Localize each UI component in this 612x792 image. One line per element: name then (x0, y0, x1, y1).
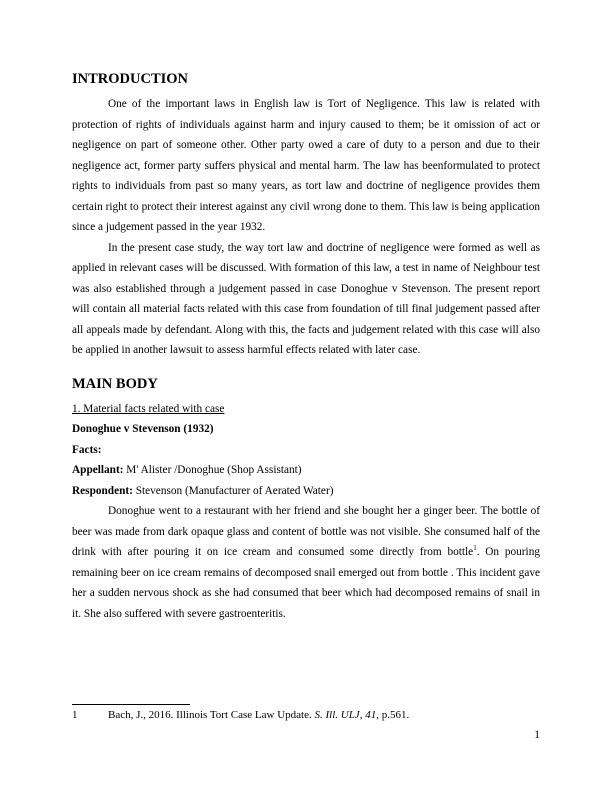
appellant-label: Appellant: (72, 464, 124, 476)
facts-paragraph (72, 501, 540, 624)
appellant-value: M' Alister /Donoghue (Shop Assistant) (123, 464, 302, 476)
footnote-number: 1 (72, 709, 78, 721)
footnote-journal: S. Ill. ULJ (314, 709, 360, 721)
footnote-volume: 41 (365, 709, 377, 721)
footnote-text-b: , (359, 709, 366, 721)
document-page (72, 70, 540, 624)
facts-label: Facts: (72, 443, 102, 456)
intro-paragraph-2: In the present case study, the way tort law and doctrine of negligence were formed as well as applied in relevant cases will be discussed. With formation of this law, a test in name of Neighbour test was also established through a judgement passed in case Donoghue v Stevenson. The present report will contain all material facts related with this case from foundation of till final judgement passed after all appeals made by defendant. Along with this, the facts and judgement related with this case will also be applied in another lawsuit to assess harmful effects related with later case. (72, 241, 540, 356)
main-body-heading: MAIN BODY (72, 375, 158, 392)
intro-paragraph-1: One of the important laws in English law is Tort of Negligence. This law is related with protection of rights of individuals against harm and injury caused to them; be it omission of act or negligence on part of someone other. Other party owed a care of duty to a person and due to their negligence act, former party suffers physical and mental harm. The law has beenformulated to protect rights to individuals from past so many years, as tort law and doctrine of negligence provides them certain right to protect their interest against any civil wrong done to them. This law is being application since a judgement passed in the year 1932. (72, 98, 540, 233)
case-title: Donoghue v Stevenson (1932) (72, 423, 214, 435)
facts-text-a: Donoghue went to a restaurant with her friend and she bought her a ginger beer. The bottle of beer was made from dark opaque glass and content of bottle was not visible. She consumed half of the drink with after pouring it on ice cream and consumed some directly from bottle (72, 505, 540, 558)
respondent-value: Stevenson (Manufacturer of Aerated Water) (132, 484, 334, 497)
footnote-text-a: Bach, J., 2016. Illinois Tort Case Law Update. (108, 709, 315, 721)
footnote-reference[interactable]: 1 (473, 544, 477, 553)
material-facts-subheading: 1. Material facts related with case (72, 402, 225, 415)
footnote-separator (72, 704, 190, 705)
introduction-heading: INTRODUCTION (72, 71, 189, 87)
respondent-line (72, 481, 540, 502)
footnote-text-c: , p.561. (376, 709, 410, 721)
page-number: 1 (534, 729, 540, 741)
footnote (72, 708, 540, 722)
facts-text-b: . On pouring remaining beer on ice cream remains of decomposed snail emerged out from bottle . This incident gave her a sudden nervous shock as she had consumed that beer which had decomposed remains of snail in it. She also suffered with severe gastroenteritis. (72, 546, 540, 620)
respondent-label: Respondent: (72, 484, 133, 497)
appellant-line (72, 460, 540, 481)
